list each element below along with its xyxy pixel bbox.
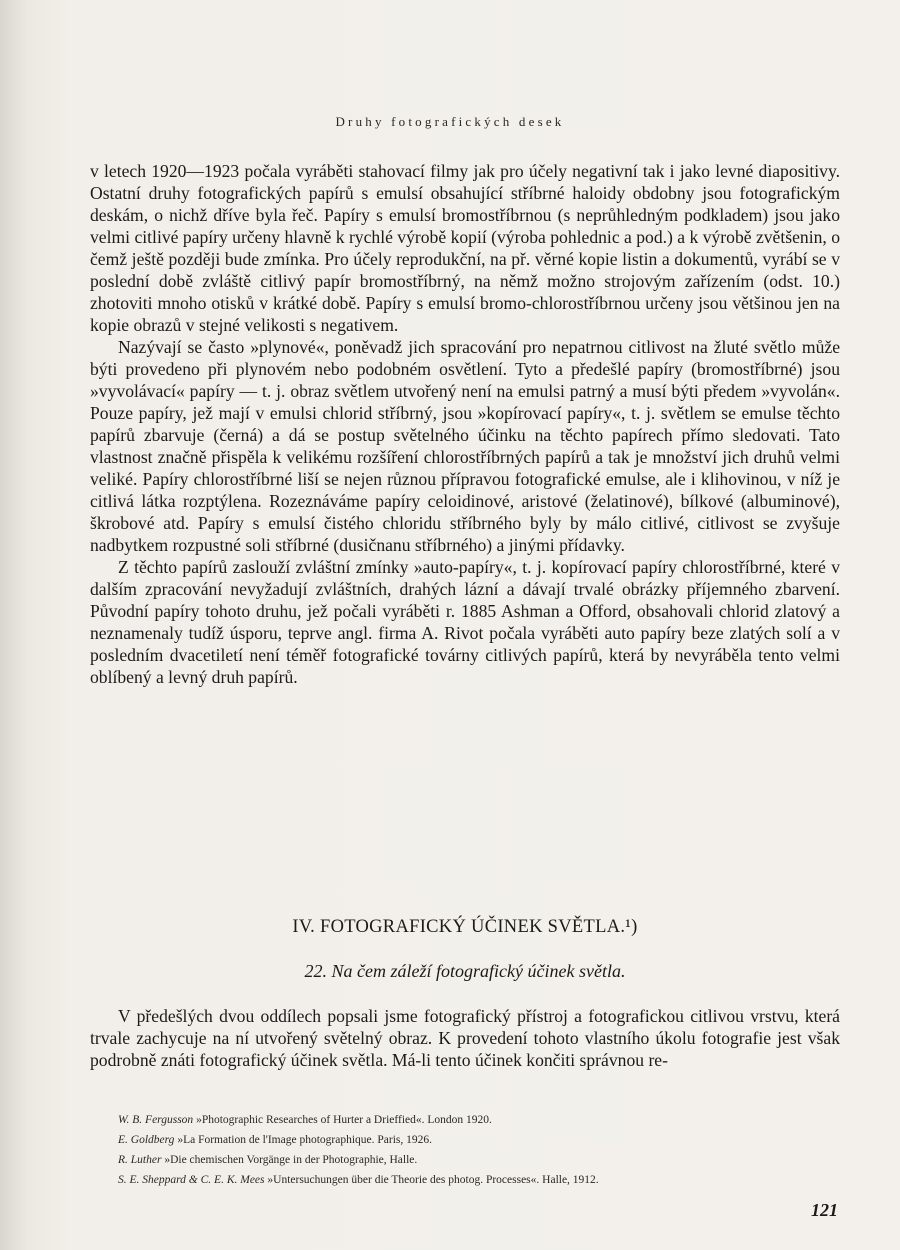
section-text — [90, 1005, 840, 1071]
footnote — [90, 1150, 850, 1170]
footnote-text: »Untersuchungen über die Theorie des photog. Processes«. Halle, 1912. — [264, 1174, 599, 1186]
main-text — [90, 160, 840, 688]
paragraph-2: Nazývají se často »plynové«, poněvadž jich spracování pro nepatrnou citlivost na žluté světlo může býti provedeno při plynovém nebo podobném osvětlení. Tyto a předešlé papíry (bromostříbrné) jsou »vyvolávací« papíry — t. j. obraz světlem utvořený není na emulsi patrný a musí býti předem »vyvolán«. Pouze papíry, jež mají v emulsi chlorid stříbrný, jsou »kopírovací papíry«, t. j. světlem se emulse těchto papírů zbarvuje (černá) a dá se postup světelného účinku na těchto papírech přímo sledovati. Tato vlastnost značně přispěla k velikému rozšíření chlorostříbrných papírů a tak je množství jich druhů velmi veliké. Papíry chlorostříbrné liší se nejen různou přípravou fotografické emulse, ale i klihovinou, v níž je citlivá látka rozptýlena. Rozeznáváme papíry celoidinové, aristové (želatinové), bílkové (albuminové), škrobové atd. Papíry s emulsí čistého chloridu stříbrného byly by málo citlivé, citlivost se zvyšuje nadbytkem rozpustné soli stříbrné (dusičnanu stříbrného) a jinými přídavky. — [90, 337, 840, 555]
footnote-author: S. E. Sheppard & C. E. K. Mees — [118, 1174, 265, 1186]
section-title: 22. Na čem záleží fotografický účinek světla. — [304, 961, 626, 981]
footnotes — [90, 1110, 850, 1190]
footnote-author: W. B. Fergusson — [118, 1114, 194, 1126]
footnote — [90, 1110, 850, 1130]
page-number: 121 — [811, 1200, 838, 1220]
paragraph-1: v letech 1920—1923 počala vyráběti stahovací filmy jak pro účely negativní tak i jako levné diapositivy. Ostatní druhy fotografických papírů s emulsí obsahující stříbrné haloidy obdobny jsou fotografickým deskám, o nichž dříve byla řeč. Papíry s emulsí bromostříbrnou (s neprůhledným podkladem) jsou jako velmi citlivé papíry určeny hlavně k rychlé výrobě kopií (výroba pohlednic a pod.) a k výrobě zvětšenin, o čemž ještě později bude zmínka. Pro účely reprodukční, na př. věrné kopie listin a dokumentů, vyrábí se v poslední době zvláště citlivý papír bromostříbrný, na němž možno strojovým zařízením (odst. 10.) zhotoviti mnoho otisků v krátké době. Papíry s emulsí bromo-chlorostříbrnou určeny jsou většinou jen na kopie obrazů v stejné velikosti s negativem. — [90, 161, 840, 335]
footnote — [90, 1130, 850, 1150]
footnote-text: »Photographic Researches of Hurter a Drieffied«. London 1920. — [193, 1114, 492, 1126]
footnote-author: R. Luther — [118, 1154, 162, 1166]
footnote-text: »La Formation de l'Image photographique. Paris, 1926. — [174, 1134, 433, 1146]
chapter-title: IV. FOTOGRAFICKÝ ÚČINEK SVĚTLA.¹) — [292, 917, 638, 937]
section-paragraph: V předešlých dvou oddílech popsali jsme fotografický přístroj a fotografickou citlivou vrstvu, která trvale zachycuje na ní utvořený světelný obraz. K provedení tohoto vlastního úkolu fotografie jest však podrobně znáti fotografický účinek světla. Má-li tento účinek končiti správnou re- — [90, 1006, 840, 1070]
footnote-author: E. Goldberg — [118, 1134, 175, 1146]
footnote — [90, 1170, 850, 1190]
footnote-text: »Die chemischen Vorgänge in der Photographie, Halle. — [161, 1154, 418, 1166]
running-header: Druhy fotografických desek — [335, 114, 565, 129]
paragraph-3: Z těchto papírů zaslouží zvláštní zmínky »auto-papíry«, t. j. kopírovací papíry chlorostříbrné, které v dalším zpracování nevyžadují zvláštních, drahých lázní a dávají trvalé obrázky příjemného zbarvení. Původní papíry tohoto druhu, jež počali vyráběti r. 1885 Ashman a Offord, obsahovali chlorid zlatový a neznamenaly tudíž úsporu, teprve angl. firma A. Rivot počala vyráběti auto papíry beze zlatých solí a v posledním dvacetiletí není téměř fotografické továrny citlivých papírů, která by nevyráběla tento velmi oblíbený a levný druh papírů. — [90, 557, 840, 687]
